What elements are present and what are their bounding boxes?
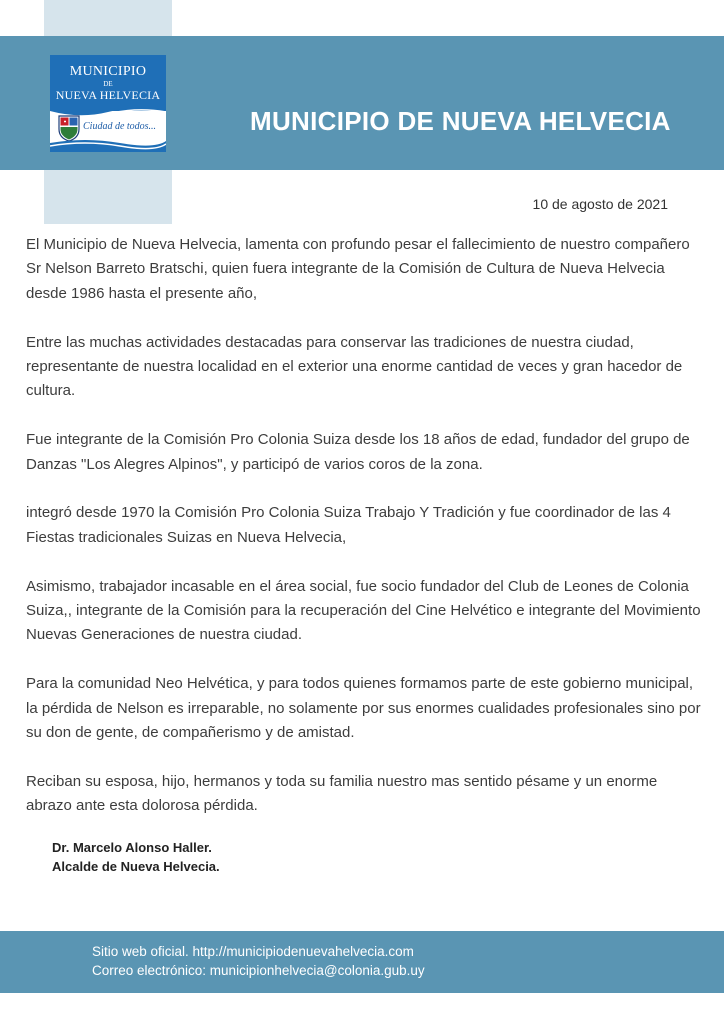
- logo-bottom-wave-icon: [50, 137, 166, 152]
- page-title: MUNICIPIO DE NUEVA HELVECIA: [250, 106, 671, 136]
- footer-website[interactable]: Sitio web oficial. http://municipiodenuevahelvecia.com: [92, 944, 414, 959]
- paragraph: Fue integrante de la Comisión Pro Colonia Suiza desde los 18 años de edad, fundador del grupo de Danzas "Los Alegres Alpinos", y participó de varios coros de la zona.: [26, 431, 690, 473]
- paragraph: Entre las muchas actividades destacadas para conservar las tradiciones de nuestra ciudad, representante de nuestra localidad en el exterior una enorme cantidad de veces y gran hacedor de cultura.: [26, 333, 683, 400]
- paragraph: Para la comunidad Neo Helvética, y para todos quienes formamos parte de este gobierno municipal, la pérdida de Nelson es irreparable, no solamente por sus enormes cualidades profesionales sino por su don de gente, de compañerismo y de amistad.: [26, 675, 701, 742]
- logo-motto: Ciudad de todos...: [83, 121, 157, 132]
- paragraph: El Municipio de Nueva Helvecia, lamenta con profundo pesar el fallecimiento de nuestro compañero Sr Nelson Barreto Bratschi, quien fuera integrante de la Comisión de Cultura de Nueva Helvecia desde 1986 hasta el presente año,: [26, 236, 690, 302]
- logo-text-line2: DE: [103, 80, 113, 88]
- signature-block: [52, 838, 220, 876]
- signatory-role: Alcalde de Nueva Helvecia.: [52, 859, 220, 874]
- paragraph: Reciban su esposa, hijo, hermanos y toda su familia nuestro mas sentido pésame y un enorme abrazo ante esta dolorosa pérdida.: [26, 772, 658, 815]
- logo-text-line3: NUEVA HELVECIA: [55, 88, 161, 102]
- signatory-name: Dr. Marcelo Alonso Haller.: [52, 840, 212, 855]
- paragraph: Asimismo, trabajador incasable en el área social, fue socio fundador del Club de Leones de Colonia Suiza,, integrante de la Comisión para la recuperación del Cine Helvético e integrante del Movimiento Nuevas Generaciones de nuestra ciudad.: [26, 577, 701, 644]
- municipio-logo: [50, 55, 166, 152]
- letter-body: [26, 233, 702, 843]
- logo-text-line1: MUNICIPIO: [69, 64, 147, 79]
- footer-band: [0, 931, 724, 993]
- paragraph: integró desde 1970 la Comisión Pro Colonia Suiza Trabajo Y Tradición y fue coordinador de las 4 Fiestas tradicionales Suizas en Nueva Helvecia,: [26, 504, 671, 546]
- footer-email[interactable]: Correo electrónico: municipionhelvecia@colonia.gub.uy: [92, 963, 425, 978]
- logo-top-panel: [50, 55, 166, 111]
- document-date: 10 de agosto de 2021: [532, 196, 668, 212]
